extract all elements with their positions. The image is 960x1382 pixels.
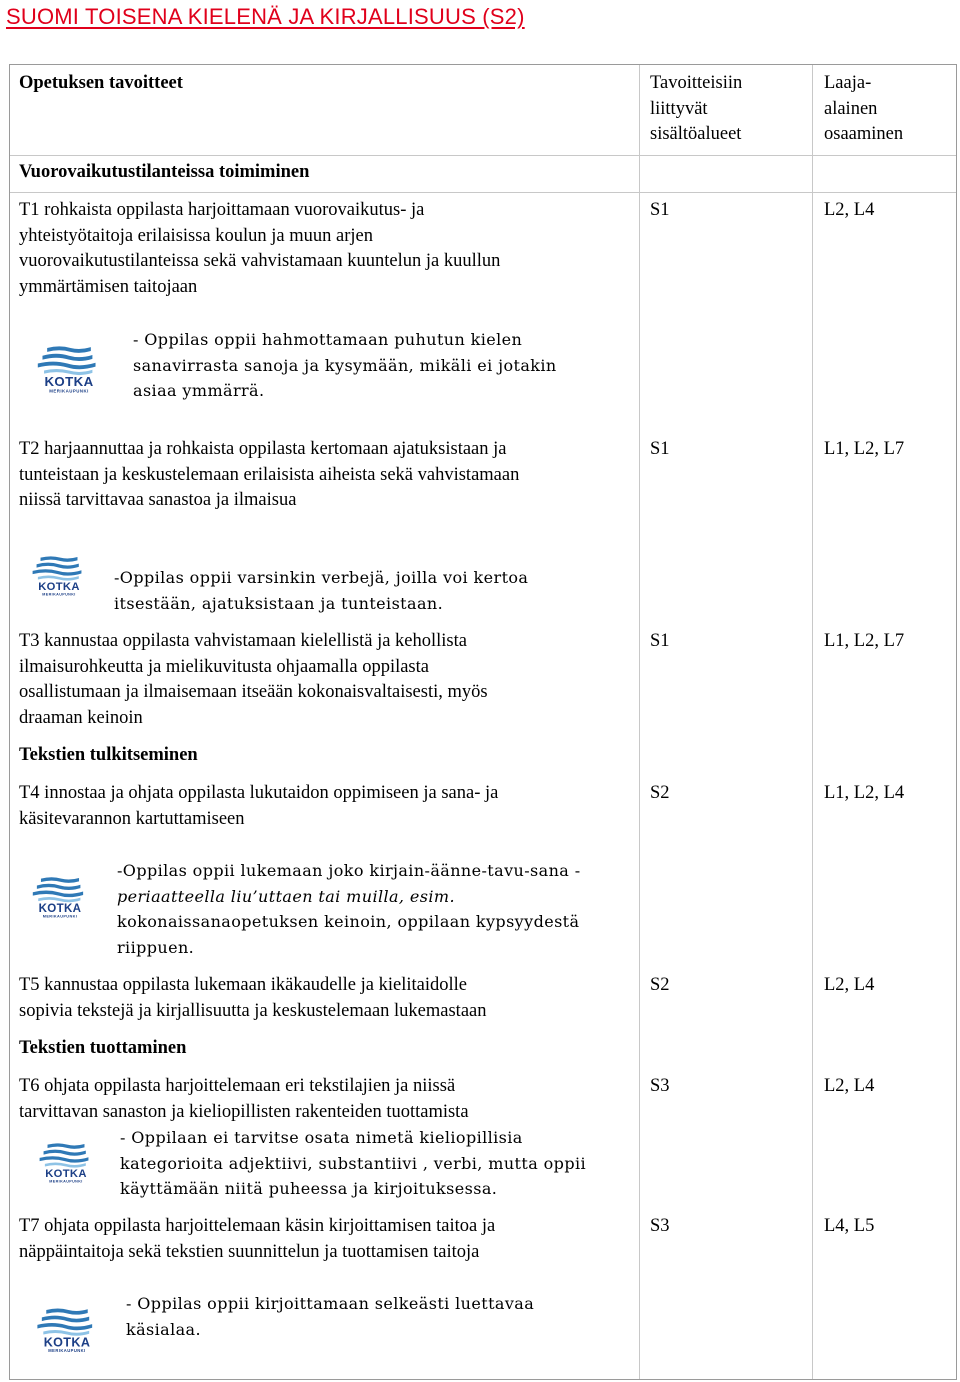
goal-t3 [19,629,488,731]
goal-line: niissä tarvittavaa sanastoa ja ilmaisua [19,490,297,510]
goal-line: käsitevarannon kartuttamiseen [19,808,245,829]
goal-t7-content: S3 [650,1216,670,1236]
header-competence-line: alainen [824,98,878,119]
row-divider [10,192,956,193]
goal-line: ilmaisurohkeutta ja mielikuvitusta ohjaamalla oppilasta [19,656,429,677]
goal-line: sopivia tekstejä ja kirjallisuutta ja keskustelemaan lukemastaan [19,1000,487,1021]
note-line: kokonaissanaopetuksen keinoin, oppilaan kypsyydestä [117,912,580,931]
header-competence-line: osaaminen [824,124,904,144]
goal-line: T5 kannustaa oppilasta lukemaan ikäkaudelle ja kielitaidolle [19,975,467,995]
goal-t1-skills: L2, L4 [824,200,875,220]
column-divider [812,65,813,1379]
section-heading: Tekstien tuottaminen [19,1038,187,1058]
note-4 [120,1125,586,1202]
page-title: SUOMI TOISENA KIELENÄ JA KIRJALLISUUS (S2) [6,4,525,29]
goal-line: vuorovaikutustilanteissa sekä vahvistamaan kuuntelun ja kuullun [19,251,501,271]
goal-line: näppäintaitoja sekä tekstien suunnittelun ja tuottamisen taitoja [19,1241,480,1262]
goal-t2-content: S1 [650,439,670,459]
note-line: riippuen. [117,937,195,957]
goal-line: osallistumaan ja ilmaisemaan itseään kokonaisvaltaisesti, myös [19,682,488,702]
goal-t1 [19,198,500,300]
note-line: asiaa ymmärrä. [133,381,265,400]
kotka-logo-icon [30,1305,104,1355]
goal-line: T6 ohjata oppilasta harjoittelemaan eri tekstilajien ja niissä [19,1076,456,1096]
kotka-logo-icon [30,343,108,395]
goal-line: yhteistyötaitoja erilaisissa koulun ja muun arjen [19,225,373,246]
goal-t4-content: S2 [650,783,670,803]
note-line: itsestään, ajatuksistaan ja tunteistaan. [114,593,444,613]
goal-t6-content: S3 [650,1076,670,1096]
note-line: käyttämään niitä puheessa ja kirjoituksessa. [120,1179,498,1198]
goal-t3-skills: L1, L2, L7 [824,631,905,651]
section-heading: Vuorovaikutustilanteissa toimiminen [19,162,310,182]
note-2 [114,565,528,616]
note-line: - Oppilaan ei tarvitse osata nimetä kieliopillisia [120,1128,523,1147]
header-competence-line: Laaja- [824,73,872,93]
goal-line: T3 kannustaa oppilasta vahvistamaan kielellistä ja kehollista [19,631,467,651]
goal-line: draaman keinoin [19,707,143,728]
goal-t3-content: S1 [650,631,670,651]
goal-line: T2 harjaannuttaa ja rohkaista oppilasta kertomaan ajatuksistaan ja [19,439,507,459]
goal-t4 [19,781,498,832]
goal-line: ymmärtämisen taitojaan [19,276,198,297]
note-1 [133,327,557,404]
note-3 [117,858,581,960]
note-line: käsialaa. [126,1319,201,1339]
header-competence [824,71,903,148]
note-line: periaatteella liu’uttaen tai muilla, esim. [117,886,455,906]
section-heading: Tekstien tulkitseminen [19,745,198,765]
header-content-line: Tavoitteisiin [650,73,743,93]
goal-t7 [19,1214,495,1265]
note-line: - Oppilas oppii hahmottamaan puhutun kielen [133,330,523,349]
note-line: kategorioita adjektiivi, substantiivi , verbi, mutta oppii [120,1153,586,1173]
kotka-logo-icon [26,553,92,598]
column-divider [639,65,640,1379]
goal-t5 [19,973,487,1024]
goal-line: T7 ohjata oppilasta harjoittelemaan käsin kirjoittamisen taitoa ja [19,1216,496,1236]
goal-t6-skills: L2, L4 [824,1076,875,1096]
goal-t2-skills: L1, L2, L7 [824,439,905,459]
goal-t1-content: S1 [650,200,670,220]
header-goals: Opetuksen tavoitteet [19,73,183,93]
kotka-logo-icon [33,1140,99,1185]
goal-t4-skills: L1, L2, L4 [824,783,905,803]
note-line: sanavirrasta sanoja ja kysymään, mikäli ei jotakin [133,355,557,375]
note-line: -Oppilas oppii varsinkin verbejä, joilla voi kertoa [114,568,529,587]
goal-t5-skills: L2, L4 [824,975,875,995]
goal-line: tunteistaan ja keskustelemaan erilaisista aiheista sekä vahvistamaan [19,464,520,485]
goal-t5-content: S2 [650,975,670,995]
kotka-logo-icon [26,874,94,920]
note-5 [126,1291,534,1342]
goal-t6 [19,1074,469,1125]
goal-t7-skills: L4, L5 [824,1216,875,1236]
goal-line: T1 rohkaista oppilasta harjoittamaan vuorovaikutus- ja [19,200,425,220]
note-line: - Oppilas oppii kirjoittamaan selkeästi luettavaa [126,1294,535,1313]
header-content-areas [650,71,742,148]
goal-line: tarvittavan sanaston ja kieliopillisten rakenteiden tuottamista [19,1101,469,1122]
note-line: -Oppilas oppii lukemaan joko kirjain-äänne-tavu-sana - [117,861,581,880]
goal-line: T4 innostaa ja ohjata oppilasta lukutaidon oppimiseen ja sana- ja [19,783,499,803]
goal-t2 [19,437,519,514]
header-content-line: liittyvät [650,98,708,119]
header-content-line: sisältöalueet [650,124,742,144]
row-divider [10,155,956,156]
